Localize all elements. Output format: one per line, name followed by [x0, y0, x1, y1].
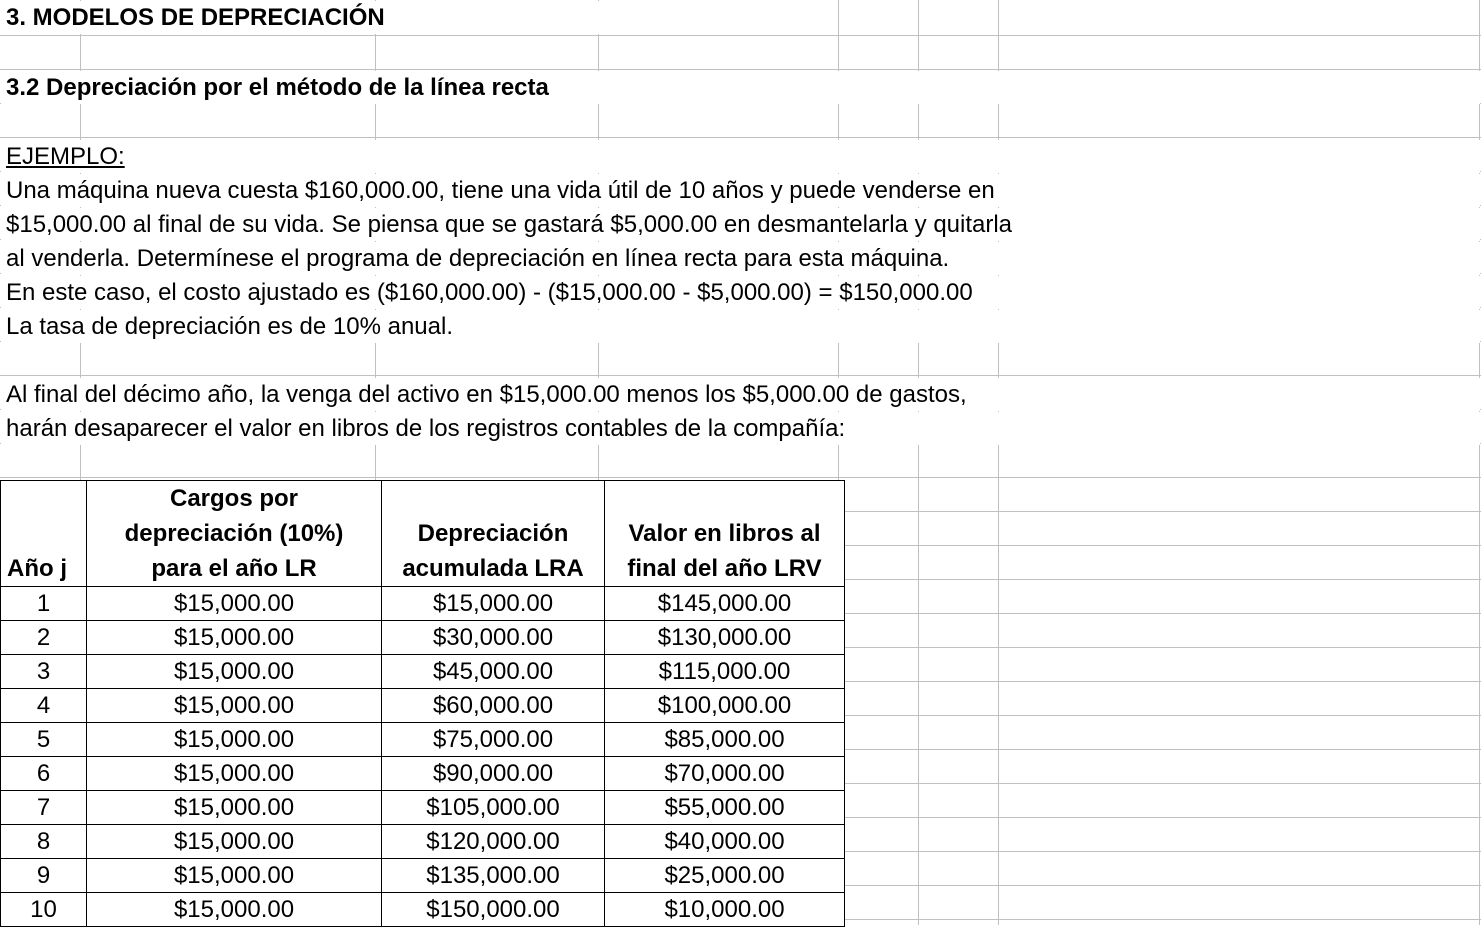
cell-book-value: $55,000.00 — [605, 791, 845, 825]
table-row — [1, 859, 845, 893]
cell-year: 6 — [1, 757, 87, 791]
cell-accumulated-depreciation: $75,000.00 — [382, 723, 605, 757]
cell-depreciation-charge: $15,000.00 — [87, 655, 382, 689]
cell-accumulated-depreciation: $150,000.00 — [382, 893, 605, 927]
table-row — [1, 791, 845, 825]
cell-year: 7 — [1, 791, 87, 825]
cell-depreciation-charge: $15,000.00 — [87, 621, 382, 655]
example-line-5: La tasa de depreciación es de 10% anual. — [6, 313, 453, 340]
depreciation-table — [0, 480, 845, 927]
table-row — [1, 893, 845, 927]
cell-depreciation-charge: $15,000.00 — [87, 689, 382, 723]
cell-book-value: $40,000.00 — [605, 825, 845, 859]
conclusion-line-2: harán desaparecer el valor en libros de los registros contables de la compañía: — [6, 415, 846, 442]
cell-book-value: $70,000.00 — [605, 757, 845, 791]
cell-book-value: $85,000.00 — [605, 723, 845, 757]
table-row — [1, 757, 845, 791]
cell-book-value: $25,000.00 — [605, 859, 845, 893]
cell-depreciation-charge: $15,000.00 — [87, 791, 382, 825]
cell-accumulated-depreciation: $105,000.00 — [382, 791, 605, 825]
table-row — [1, 825, 845, 859]
cell-accumulated-depreciation: $60,000.00 — [382, 689, 605, 723]
cell-book-value: $100,000.00 — [605, 689, 845, 723]
cell-book-value: $10,000.00 — [605, 893, 845, 927]
cell-year: 4 — [1, 689, 87, 723]
cell-book-value: $115,000.00 — [605, 655, 845, 689]
cell-year: 3 — [1, 655, 87, 689]
example-line-3: al venderla. Determínese el programa de depreciación en línea recta para esta máquina. — [6, 245, 950, 272]
table-row — [1, 689, 845, 723]
subsection-title: 3.2 Depreciación por el método de la línea recta — [6, 74, 549, 101]
cell-accumulated-depreciation: $45,000.00 — [382, 655, 605, 689]
cell-depreciation-charge: $15,000.00 — [87, 825, 382, 859]
cell-accumulated-depreciation: $120,000.00 — [382, 825, 605, 859]
header-accumulated-depreciation: Depreciación acumulada LRA — [382, 481, 605, 587]
cell-depreciation-charge: $15,000.00 — [87, 859, 382, 893]
header-year: Año j — [1, 481, 87, 587]
cell-accumulated-depreciation: $15,000.00 — [382, 587, 605, 621]
cell-depreciation-charge: $15,000.00 — [87, 723, 382, 757]
header-depreciation-charge: Cargos por depreciación (10%) para el año LR — [87, 481, 382, 587]
cell-book-value: $145,000.00 — [605, 587, 845, 621]
example-line-4: En este caso, el costo ajustado es ($160,000.00) - ($15,000.00 - $5,000.00) = $150,000.00 — [6, 279, 973, 306]
conclusion-line-1: Al final del décimo año, la venga del activo en $15,000.00 menos los $5,000.00 de gastos, — [6, 381, 967, 408]
cell-depreciation-charge: $15,000.00 — [87, 893, 382, 927]
example-line-2: $15,000.00 al final de su vida. Se piensa que se gastará $5,000.00 en desmantelarla y quitarla — [6, 211, 1013, 238]
cell-book-value: $130,000.00 — [605, 621, 845, 655]
cell-year: 9 — [1, 859, 87, 893]
cell-accumulated-depreciation: $90,000.00 — [382, 757, 605, 791]
example-label: EJEMPLO: — [6, 143, 125, 170]
table-row — [1, 587, 845, 621]
cell-year: 1 — [1, 587, 87, 621]
table-row — [1, 621, 845, 655]
cell-year: 5 — [1, 723, 87, 757]
table-header-row — [1, 481, 845, 587]
section-title: 3. MODELOS DE DEPRECIACIÓN — [6, 4, 385, 31]
cell-year: 2 — [1, 621, 87, 655]
example-line-1: Una máquina nueva cuesta $160,000.00, tiene una vida útil de 10 años y puede venderse en — [6, 177, 995, 204]
cell-depreciation-charge: $15,000.00 — [87, 587, 382, 621]
cell-year: 10 — [1, 893, 87, 927]
table-row — [1, 655, 845, 689]
table-row — [1, 723, 845, 757]
cell-accumulated-depreciation: $30,000.00 — [382, 621, 605, 655]
cell-year: 8 — [1, 825, 87, 859]
cell-accumulated-depreciation: $135,000.00 — [382, 859, 605, 893]
cell-depreciation-charge: $15,000.00 — [87, 757, 382, 791]
header-book-value: Valor en libros al final del año LRV — [605, 481, 845, 587]
